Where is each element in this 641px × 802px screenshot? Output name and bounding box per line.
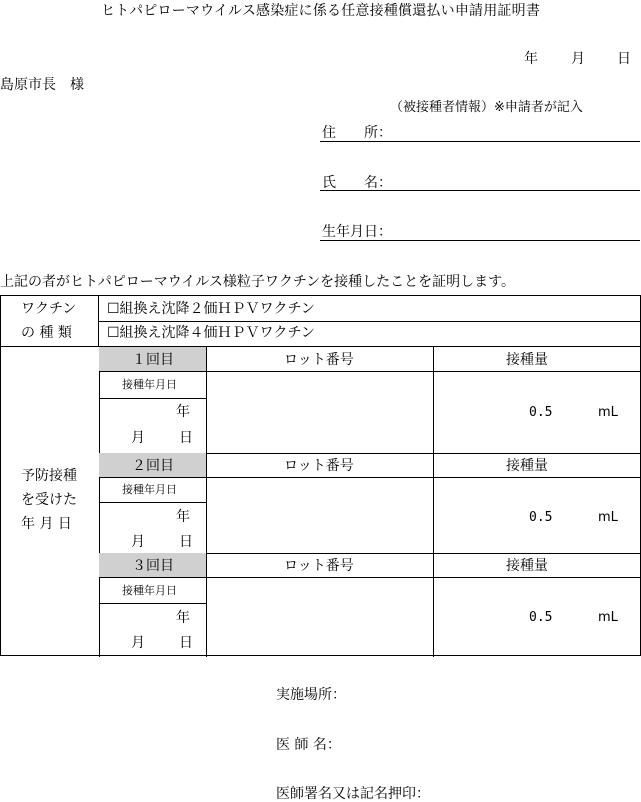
doctor-name-label: 医 師 名： <box>276 737 341 753</box>
address-field[interactable] <box>320 141 640 142</box>
lot-header-1: ロット番号 <box>284 352 354 368</box>
dose-header-3: 接種量 <box>506 558 548 574</box>
month-char-1: 月 <box>131 430 145 446</box>
address-label: 住 所： <box>322 125 392 141</box>
dose-round-3: ３回目 <box>132 558 174 574</box>
doctor-signature-label: 医師署名又は記名押印： <box>276 786 430 802</box>
vaccination-label-3: 年 月 日 <box>21 516 72 532</box>
dose-unit-3: mL <box>598 610 618 625</box>
month-char-2: 月 <box>131 534 145 550</box>
vaccine-type-label-1: ワクチン <box>21 301 77 317</box>
year-char-3: 年 <box>176 610 190 626</box>
day-char-2: 日 <box>179 534 193 550</box>
dose-round-1: １回目 <box>132 352 174 368</box>
lot-header-3: ロット番号 <box>284 558 354 574</box>
date-day: 日 <box>617 51 631 67</box>
addressee: 島原市長 様 <box>0 77 84 93</box>
date-header-2: 接種年月日 <box>122 483 177 496</box>
dose-header-2: 接種量 <box>506 458 548 474</box>
document-title: ヒトパピローマウイルス感染症に係る任意接種償還払い申請用証明書 <box>100 3 541 19</box>
applicant-info-header: （被接種者情報）※申請者が記入 <box>390 100 583 115</box>
name-field[interactable] <box>320 190 640 191</box>
vaccine-type-table <box>0 295 641 347</box>
day-char-3: 日 <box>179 635 193 651</box>
date-header-1: 接種年月日 <box>122 378 177 391</box>
birthdate-label: 生年月日： <box>322 224 392 240</box>
day-char-1: 日 <box>179 430 193 446</box>
vaccination-label-2: を受けた <box>21 492 77 508</box>
date-header-3: 接種年月日 <box>122 584 177 597</box>
certification-statement: 上記の者がヒトパピローマウイルス様粒子ワクチンを接種したことを証明します。 <box>0 274 516 290</box>
date-month: 月 <box>571 51 585 67</box>
lot-header-2: ロット番号 <box>284 458 354 474</box>
dose-round-2: ２回目 <box>132 458 174 474</box>
vaccine-option-4valent[interactable]: ☐組換え沈降４価ＨＰＶワクチン <box>107 325 315 341</box>
month-char-3: 月 <box>131 635 145 651</box>
vaccine-type-label-2: の 種 類 <box>21 325 72 341</box>
date-year: 年 <box>524 51 538 67</box>
birthdate-field[interactable] <box>320 240 640 241</box>
dose-header-1: 接種量 <box>506 352 548 368</box>
dose-amount-2: 0.5 <box>529 510 553 525</box>
vaccination-label-1: 予防接種 <box>21 468 77 484</box>
dose-unit-2: mL <box>598 510 618 525</box>
vaccine-option-2valent[interactable]: ☐組換え沈降２価ＨＰＶワクチン <box>107 301 315 317</box>
dose-amount-3: 0.5 <box>529 610 553 625</box>
name-label: 氏 名： <box>322 175 392 191</box>
dose-unit-1: mL <box>598 405 618 420</box>
year-char-1: 年 <box>176 404 190 420</box>
vaccination-record-table <box>0 346 641 656</box>
dose-amount-1: 0.5 <box>529 405 553 420</box>
vaccination-place-label: 実施場所： <box>276 687 346 703</box>
year-char-2: 年 <box>176 509 190 525</box>
